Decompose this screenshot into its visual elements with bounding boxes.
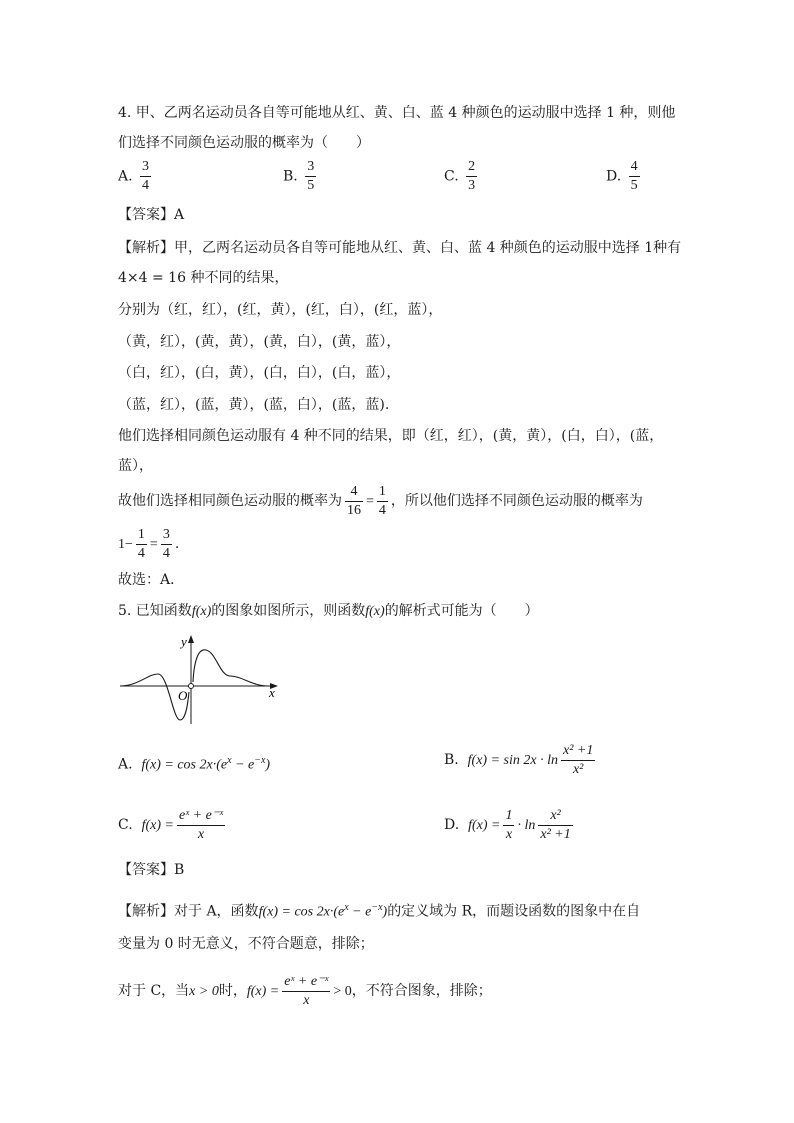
- q4-option-b: [283, 158, 319, 195]
- q5-analysis-line1: 【解析】对于 A，函数$f(x) = \cos 2x\cdot(e^x - e^{-x})$的定义域为 R，而题设函数的图象中在自: [118, 902, 641, 920]
- hollow-origin-point: [189, 684, 194, 689]
- fraction: $\frac{1}{4}$: [137, 526, 145, 561]
- q5-option-a: A. $f(x) = \cos 2x\cdot(e^x - e^{-x})$: [118, 755, 271, 773]
- q4-stem-line2: 们选择不同颜色运动服的概率为（ ）: [118, 135, 370, 151]
- q4-analysis-line8: 蓝），: [118, 458, 153, 474]
- curve-right: [193, 650, 268, 686]
- q5-answer: 【答案】B: [118, 862, 185, 878]
- q4-analysis-line6: （蓝，红），(蓝，黄），(蓝，白），(蓝，蓝).: [118, 397, 390, 413]
- function-graph: [118, 632, 283, 727]
- q5-analysis-line3: 对于 C，当x > 0时，f(x) = $\frac{\text{eˣ + e⁻ˣ}}{x}$ > 0，不符合图象，排除；: [118, 973, 492, 1008]
- fraction: $\frac{\text{x²}}{\text{x² +1}}$: [540, 807, 571, 842]
- fraction: $\frac{4}{16}$: [347, 483, 361, 518]
- q5-option-b: B. f(x) = sin 2x · ln $\frac{\text{x² +1}}{\text{x²}}$: [444, 742, 594, 777]
- fraction: $\frac{\text{x² +1}}{\text{x²}}$: [562, 742, 594, 777]
- q4-option-c: [444, 158, 480, 195]
- option-fraction: $\frac{4}{5}$: [630, 159, 638, 193]
- q5-stem-line1: 5. 已知函数f(x)的图象如图所示，则函数f(x)的解析式可能为（ ）: [118, 603, 539, 619]
- fraction: $\frac{1}{x}$: [505, 807, 513, 842]
- q4-answer: 【答案】A: [118, 207, 185, 223]
- option-label: C.: [444, 168, 459, 185]
- option-label: D.: [606, 168, 622, 185]
- q4-analysis-line10: 1− $\frac{1}{4}$ = $\frac{3}{4}$ .: [118, 526, 180, 561]
- q4-analysis-line4: （黄，红），(黄，黄），(黄，白），(黄，蓝），: [118, 334, 401, 350]
- q4-analysis-line3: 分别为（红，红），(红，黄），(红，白），(红，蓝），: [118, 302, 443, 318]
- q4-option-a: [118, 158, 154, 195]
- fraction: $\frac{\text{eˣ + e⁻ˣ}}{x}$: [284, 973, 329, 1008]
- fraction: $\frac{3}{4}$: [162, 526, 170, 561]
- option-fraction: $\frac{2}{3}$: [468, 159, 476, 193]
- fraction: $\frac{\text{eˣ + e⁻ˣ}}{x}$: [178, 807, 224, 842]
- option-fraction: $\frac{3}{4}$: [142, 159, 150, 193]
- option-fraction: $\frac{3}{5}$: [307, 159, 315, 193]
- option-label: A.: [118, 168, 133, 185]
- q4-analysis-line1: 【解析】甲，乙两名运动员各自等可能地从红、黄、白、蓝 4 种颜色的运动服中选择 1种有: [118, 240, 682, 256]
- q4-conclusion: 故选：A．: [118, 572, 185, 588]
- q5-option-d: D. f(x) = $\frac{1}{x}$ · ln $\frac{\text{x²}}{\text{x² +1}}$: [444, 807, 571, 842]
- q4-stem-line1: 4. 甲、乙两名运动员各自等可能地从红、黄、白、蓝 4 种颜色的运动服中选择 1 种，则他: [118, 105, 676, 121]
- q4-analysis-line2: 4×4 = 16 种不同的结果，: [118, 270, 289, 286]
- q5-analysis-line2: 变量为 0 时无意义，不符合题意，排除；: [118, 936, 374, 952]
- q4-analysis-line7: 他们选择相同颜色运动服有 4 种不同的结果，即（红，红），(黄，黄），(白，白），(蓝，: [118, 428, 664, 444]
- option-label: B.: [283, 168, 298, 185]
- q4-analysis-line9: 故他们选择相同颜色运动服的概率为 $\frac{4}{16}$ = $\frac{1}{4}$ ，所以他们选择不同颜色运动服的概率为: [118, 483, 643, 518]
- x-axis-label: x: [269, 685, 275, 700]
- origin-label: O: [178, 688, 188, 703]
- q4-analysis-line5: （白，红），(白，黄），(白，白），(白，蓝），: [118, 365, 401, 381]
- y-axis-arrow-icon: [188, 635, 194, 643]
- fraction: $\frac{1}{4}$: [378, 483, 386, 518]
- q4-option-d: [606, 158, 643, 195]
- y-axis-label: y: [181, 634, 187, 649]
- q5-option-c: C. f(x) = $\frac{\text{eˣ + e⁻ˣ}}{x}$: [118, 807, 224, 842]
